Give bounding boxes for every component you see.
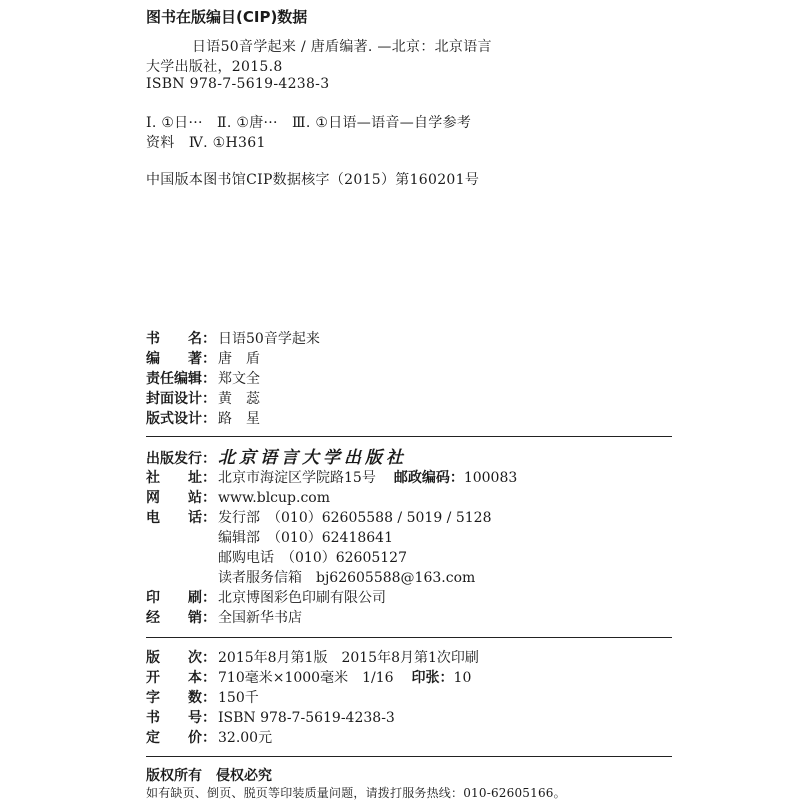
isbn-row	[146, 707, 395, 727]
edition-value: 2015年8月第1版 2015年8月第1次印刷	[218, 650, 479, 666]
phone-row	[146, 507, 491, 527]
edition-row	[146, 647, 479, 667]
copyright-notice: 版权所有 侵权必究	[146, 768, 272, 784]
zip-value: 100083	[463, 470, 518, 486]
divider-1	[146, 436, 672, 437]
word-count-value: 150千	[218, 690, 259, 706]
price-row	[146, 727, 272, 747]
cover-design-value: 黄 蕊	[218, 391, 260, 407]
word-count-label: 字 数：	[146, 690, 216, 706]
price-value: 32.00元	[218, 730, 273, 746]
editor-label: 责任编辑：	[146, 371, 216, 387]
layout-design-label: 版式设计：	[146, 411, 216, 427]
cover-design-label: 封面设计：	[146, 391, 216, 407]
printer-row	[146, 587, 386, 607]
distributor-label: 经 销：	[146, 610, 216, 626]
address-label: 社 址：	[146, 470, 216, 486]
website-value: www.blcup.com	[218, 490, 330, 506]
website-label: 网 站：	[146, 490, 216, 506]
publisher-label: 出版发行：	[146, 451, 216, 467]
reader-service-email: 读者服务信箱 bj62605588@163.com	[218, 570, 476, 586]
isbn-label: 书 号：	[146, 710, 216, 726]
format-value: 710毫米×1000毫米 1/16	[218, 670, 394, 686]
cip-title: 图书在版编目(CIP)数据	[146, 8, 308, 26]
isbn-value: ISBN 978-7-5619-4238-3	[218, 710, 395, 726]
book-title-row	[146, 328, 320, 348]
cip-line-5: 资料 Ⅳ. ①H361	[146, 135, 266, 151]
word-count-row	[146, 687, 259, 707]
distributor-row	[146, 607, 302, 627]
edition-label: 版 次：	[146, 650, 216, 666]
editor-row	[146, 368, 260, 388]
cip-line-4: Ⅰ. ①日··· Ⅱ. ①唐··· Ⅲ. ①日语—语音—自学参考	[146, 115, 472, 131]
publisher-value: 北京语言大学出版社	[218, 448, 407, 468]
book-title-label: 书 名：	[146, 331, 216, 347]
publisher-row	[146, 443, 407, 468]
book-title-value: 日语50音学起来	[218, 331, 320, 347]
phone-label: 电 话：	[146, 510, 216, 526]
cip-line-2: 大学出版社，2015.8	[146, 59, 283, 75]
printer-label: 印 刷：	[146, 590, 216, 606]
cover-design-row	[146, 388, 260, 408]
distributor-value: 全国新华书店	[218, 610, 302, 626]
editor-value: 郑文全	[218, 371, 260, 387]
website-row	[146, 487, 330, 507]
phone-mail-order: 邮购电话 （010）62605127	[218, 550, 407, 566]
zip-label: 邮政编码：	[393, 470, 464, 486]
address-row	[146, 467, 517, 487]
format-row	[146, 667, 471, 687]
phone-editorial-dept: 编辑部 （010）62418641	[218, 530, 393, 546]
print-quality-hotline-note: 如有缺页、倒页、脱页等印装质量问题，请拨打服务热线：010-62605166。	[146, 786, 566, 800]
author-value: 唐 盾	[218, 351, 260, 367]
divider-3	[146, 756, 672, 757]
sheets-value: 10	[453, 670, 472, 686]
phone-sales-dept: 发行部 （010）62605588 / 5019 / 5128	[218, 510, 492, 526]
address-value: 北京市海淀区学院路15号	[218, 470, 376, 486]
author-row	[146, 348, 260, 368]
price-label: 定 价：	[146, 730, 216, 746]
cip-line-6: 中国版本图书馆CIP数据核字（2015）第160201号	[146, 172, 480, 188]
printer-value: 北京博图彩色印刷有限公司	[218, 590, 386, 606]
cip-line-1: 日语50音学起来 / 唐盾编著. —北京：北京语言	[192, 39, 492, 55]
sheets-label: 印张：	[411, 670, 454, 686]
layout-design-value: 路 星	[218, 411, 260, 427]
cip-line-3: ISBN 978-7-5619-4238-3	[146, 76, 330, 92]
author-label: 编 著：	[146, 351, 216, 367]
divider-2	[146, 637, 672, 638]
layout-design-row	[146, 408, 260, 428]
format-label: 开 本：	[146, 670, 216, 686]
